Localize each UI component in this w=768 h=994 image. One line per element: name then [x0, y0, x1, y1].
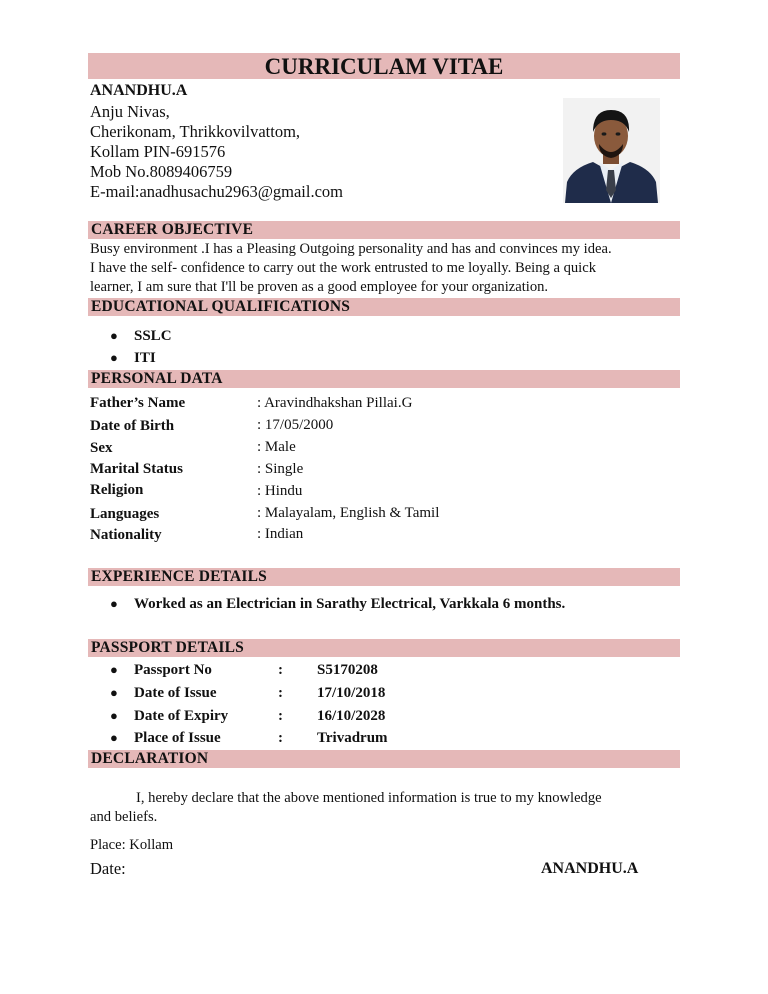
personal-label: Religion	[90, 482, 144, 498]
passport-colon: :	[278, 685, 283, 701]
passport-label	[110, 729, 221, 747]
experience-item-label: Worked as an Electrician in Sarathy Electrical, Varkkala 6 months.	[134, 596, 566, 612]
passport-label-text: Date of Expiry	[134, 708, 229, 724]
address-line-1: Anju Nivas,	[90, 102, 170, 121]
place-line: Place: Kollam	[90, 837, 174, 853]
bullet-icon: ●	[110, 708, 118, 723]
personal-data-heading: PERSONAL DATA	[91, 370, 223, 387]
bullet-icon: ●	[110, 596, 118, 611]
personal-label: Languages	[90, 506, 160, 522]
personal-label: Marital Status	[90, 461, 183, 477]
bullet-icon: ●	[110, 685, 118, 700]
declaration-line-1: I, hereby declare that the above mentioned information is true to my knowledge	[136, 790, 602, 806]
passport-value: Trivadrum	[317, 730, 388, 746]
passport-label-text: Place of Issue	[134, 730, 221, 746]
bullet-icon: ●	[110, 662, 118, 677]
passport-colon: :	[278, 662, 283, 678]
email-address: E-mail:anadhusachu2963@gmail.com	[90, 182, 344, 201]
bullet-icon: ●	[110, 730, 118, 745]
signature-name: ANANDHU.A	[541, 860, 639, 877]
passport-label	[110, 684, 217, 702]
personal-value: : Hindu	[257, 483, 303, 499]
bullet-icon: ●	[110, 328, 118, 343]
career-objective-line-1: Busy environment .I has a Pleasing Outgoing personality and has and convinces my idea.	[90, 241, 612, 257]
experience-item	[110, 595, 565, 613]
declaration-heading: DECLARATION	[91, 750, 209, 767]
education-item-label: ITI	[134, 350, 156, 366]
personal-label: Date of Birth	[90, 418, 175, 434]
person-portrait-icon	[563, 98, 660, 203]
passport-value: 16/10/2028	[317, 708, 386, 724]
personal-value: : Indian	[257, 526, 304, 542]
address-line-2: Cherikonam, Thrikkovilvattom,	[90, 122, 301, 141]
personal-value: : Male	[257, 439, 296, 455]
personal-value: : Malayalam, English & Tamil	[257, 505, 440, 521]
personal-label: Nationality	[90, 527, 162, 543]
education-item	[110, 327, 172, 345]
passport-heading: PASSPORT DETAILS	[91, 639, 244, 656]
profile-photo	[563, 98, 660, 203]
passport-label-text: Date of Issue	[134, 685, 217, 701]
personal-value: : 17/05/2000	[257, 417, 334, 433]
personal-label: Father’s Name	[90, 395, 186, 411]
passport-label-text: Passport No	[134, 662, 212, 678]
education-item-label: SSLC	[134, 328, 172, 344]
experience-heading: EXPERIENCE DETAILS	[91, 568, 268, 585]
page-title: CURRICULAM VITAE	[264, 54, 504, 79]
date-line: Date:	[90, 859, 126, 878]
career-objective-line-3: learner, I am sure that I'll be proven as a good employee for your organization.	[90, 279, 549, 295]
passport-label	[110, 707, 228, 725]
education-heading: EDUCATIONAL QUALIFICATIONS	[91, 298, 351, 315]
personal-label: Sex	[90, 440, 113, 456]
address-line-3: Kollam PIN-691576	[90, 142, 226, 161]
applicant-name: ANANDHU.A	[90, 82, 188, 99]
passport-label	[110, 661, 212, 679]
personal-value: : Aravindhakshan Pillai.G	[257, 395, 413, 411]
passport-value: S5170208	[317, 662, 378, 678]
declaration-line-2: and beliefs.	[90, 809, 158, 825]
passport-value: 17/10/2018	[317, 685, 386, 701]
bullet-icon: ●	[110, 350, 118, 365]
education-item	[110, 349, 156, 367]
career-objective-heading: CAREER OBJECTIVE	[91, 221, 254, 238]
mobile-number: Mob No.8089406759	[90, 162, 233, 181]
career-objective-line-2: I have the self- confidence to carry out the work entrusted to me loyally. Being a quick	[90, 260, 597, 276]
passport-colon: :	[278, 730, 283, 746]
personal-value: : Single	[257, 461, 304, 477]
passport-colon: :	[278, 708, 283, 724]
